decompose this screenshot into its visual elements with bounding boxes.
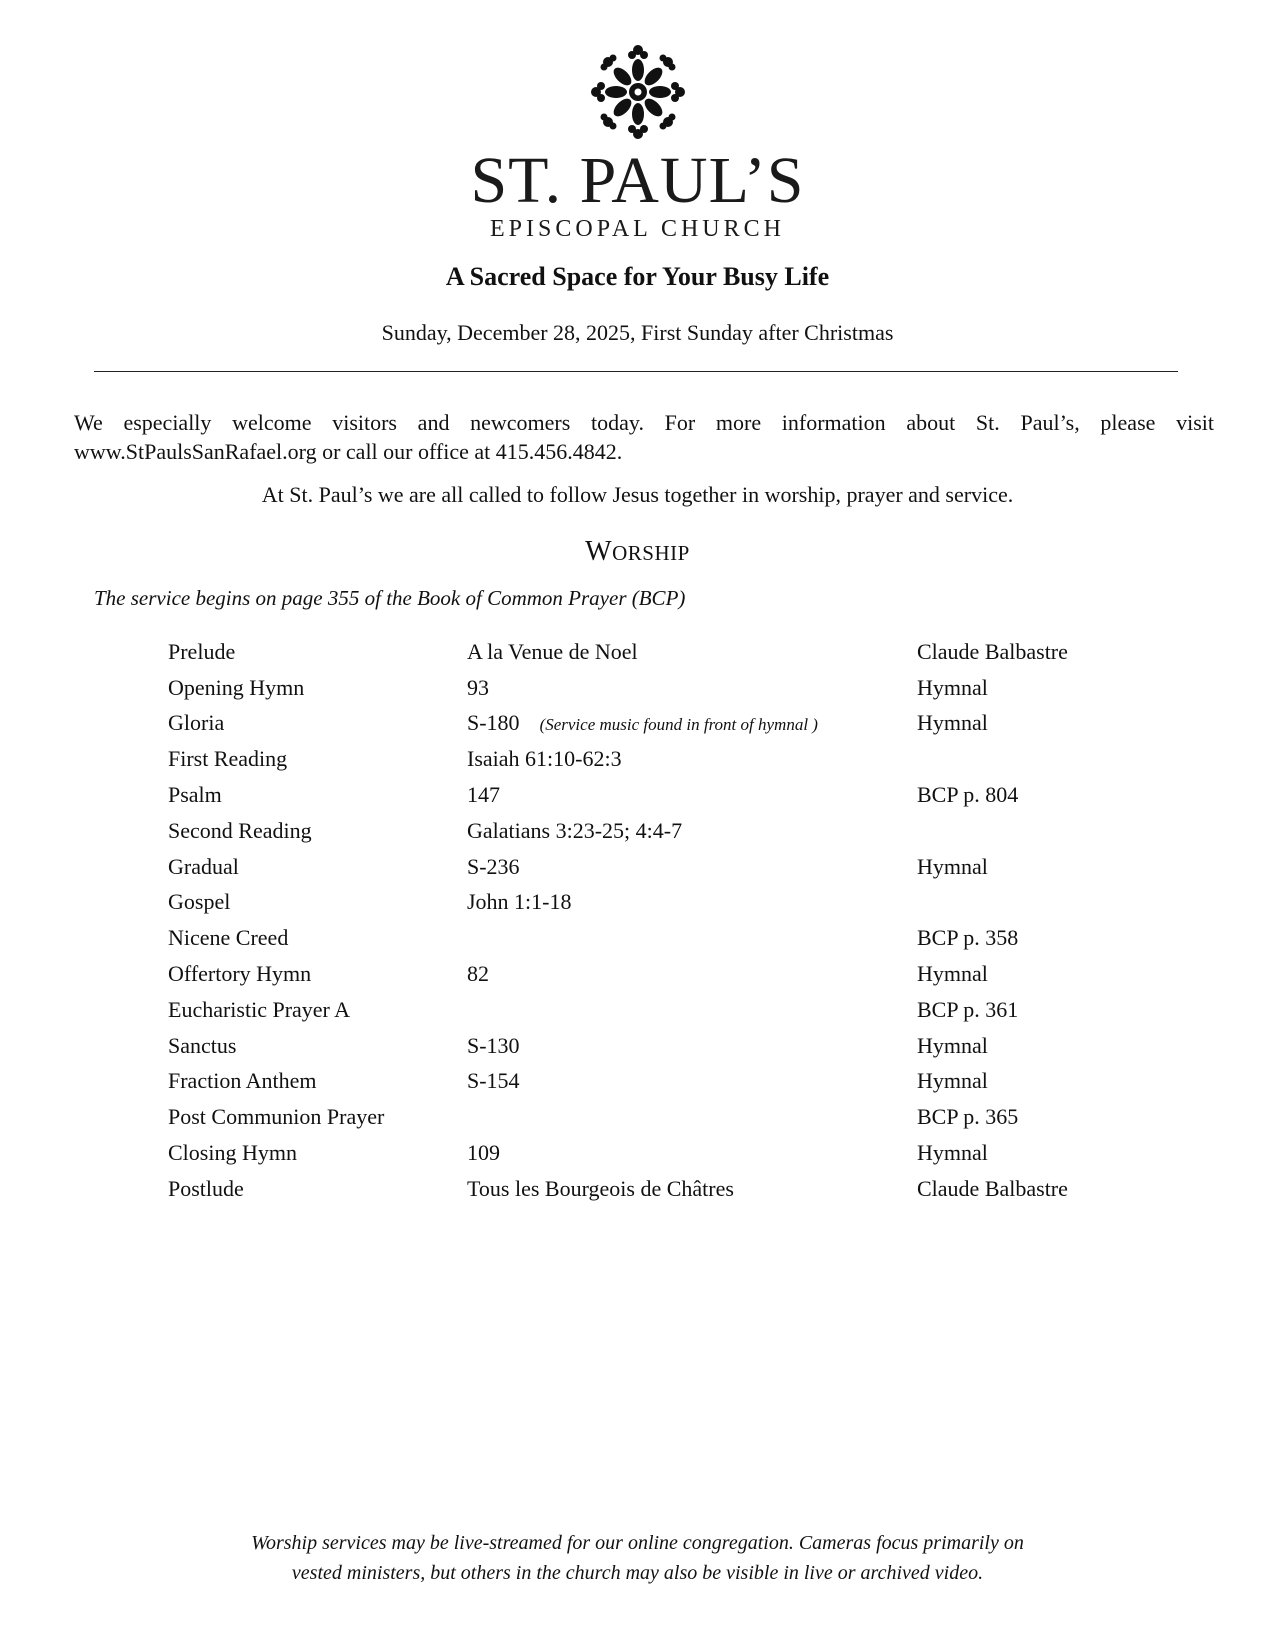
service-row <box>168 670 1188 706</box>
service-row <box>168 1135 1188 1171</box>
service-part: Prelude <box>168 638 236 664</box>
service-source: Claude Balbastre <box>917 638 1068 664</box>
org-name: ST. PAUL’S <box>470 144 805 217</box>
service-row <box>168 1171 1188 1207</box>
service-item-text: S-154 <box>467 1068 520 1094</box>
service-source: Hymnal <box>917 853 988 879</box>
service-item-text: S-130 <box>467 1032 520 1058</box>
welcome-line-2: www.StPaulsSanRafael.org or call our office at 415.456.4842. <box>74 439 623 464</box>
service-source: Hymnal <box>917 1032 988 1058</box>
service-item-text: S-236 <box>467 853 520 879</box>
service-item <box>467 1028 917 1064</box>
order-of-service <box>168 634 1188 1207</box>
service-item-text: 147 <box>467 782 500 808</box>
service-item-text: John 1:1-18 <box>467 889 572 915</box>
service-row <box>168 920 1188 956</box>
welcome-line-1: We especially welcome visitors and newcomers today. For more information about St. Paul’s, please visit <box>74 410 1214 435</box>
service-item <box>467 813 917 849</box>
service-item <box>467 849 917 885</box>
service-part: Sanctus <box>168 1032 237 1058</box>
logo <box>0 40 1275 144</box>
service-row <box>168 885 1188 921</box>
service-item-text: Galatians 3:23-25; 4:4-7 <box>467 817 683 843</box>
service-part: Gloria <box>168 710 225 736</box>
service-item <box>467 670 917 706</box>
service-row <box>168 956 1188 992</box>
service-source: Hymnal <box>917 961 988 987</box>
rose-window-icon <box>586 40 690 144</box>
service-part: Fraction Anthem <box>168 1068 317 1094</box>
worship-heading <box>0 536 1275 568</box>
service-row <box>168 813 1188 849</box>
service-item <box>467 1171 917 1207</box>
service-item <box>467 1064 917 1100</box>
service-item-note: (Service music found in front of hymnal ) <box>539 715 818 735</box>
service-part: Opening Hymn <box>168 674 305 700</box>
service-item <box>467 777 917 813</box>
service-part: Post Communion Prayer <box>168 1104 385 1130</box>
service-part: Psalm <box>168 782 222 808</box>
service-item <box>467 992 917 1028</box>
service-row <box>168 992 1188 1028</box>
divider-rule <box>94 371 1178 372</box>
service-part: Closing Hymn <box>168 1140 297 1166</box>
service-item <box>467 956 917 992</box>
service-part: Gradual <box>168 853 239 879</box>
service-part: Nicene Creed <box>168 925 289 951</box>
livestream-notice-line-2: vested ministers, but others in the church may also be visible in live or archived video. <box>291 1562 984 1584</box>
service-part: Offertory Hymn <box>168 961 312 987</box>
service-source: Hymnal <box>917 1140 988 1166</box>
service-row <box>168 777 1188 813</box>
service-part: Gospel <box>168 889 231 915</box>
tagline: A Sacred Space for Your Busy Life <box>445 262 830 291</box>
service-source: BCP p. 361 <box>917 996 1019 1022</box>
service-item <box>467 741 917 777</box>
service-row <box>168 849 1188 885</box>
livestream-notice-line-1: Worship services may be live-streamed for our online congregation. Cameras focus primarily on <box>251 1532 1024 1554</box>
service-item <box>467 920 917 956</box>
service-part: First Reading <box>168 746 288 772</box>
service-row <box>168 706 1188 742</box>
service-row <box>168 1028 1188 1064</box>
service-item <box>467 634 917 670</box>
service-row <box>168 634 1188 670</box>
service-source: Hymnal <box>917 1068 988 1094</box>
service-item-text: Tous les Bourgeois de Châtres <box>467 1175 734 1201</box>
service-part: Postlude <box>168 1175 244 1201</box>
service-item <box>467 1135 917 1171</box>
service-row <box>168 741 1188 777</box>
service-source: BCP p. 358 <box>917 925 1019 951</box>
livestream-notice <box>0 1528 1275 1588</box>
service-source: BCP p. 804 <box>917 782 1019 808</box>
mission-statement: At St. Paul’s we are all called to follow Jesus together in worship, prayer and service. <box>261 482 1014 507</box>
service-item-text: 93 <box>467 674 489 700</box>
service-source <box>917 885 1188 921</box>
service-item-text: 82 <box>467 961 489 987</box>
service-source <box>917 813 1188 849</box>
service-source: BCP p. 365 <box>917 1104 1019 1130</box>
service-item-text: S-180 <box>467 710 520 736</box>
service-date: Sunday, December 28, 2025, First Sunday after Christmas <box>381 320 894 345</box>
service-source: Hymnal <box>917 710 988 736</box>
service-source: Hymnal <box>917 674 988 700</box>
service-item-text: A la Venue de Noel <box>467 638 638 664</box>
service-source <box>917 741 1188 777</box>
service-item <box>467 706 917 742</box>
worship-heading-text: WORSHIP <box>585 536 690 567</box>
service-note: The service begins on page 355 of the Book of Common Prayer (BCP) <box>94 586 686 610</box>
org-subtitle: EPISCOPAL CHURCH <box>490 216 785 242</box>
service-item-text: 109 <box>467 1140 500 1166</box>
service-row <box>168 1064 1188 1100</box>
welcome-paragraph <box>74 408 1214 466</box>
service-part: Eucharistic Prayer A <box>168 996 351 1022</box>
service-part: Second Reading <box>168 817 312 843</box>
service-item-text: Isaiah 61:10-62:3 <box>467 746 622 772</box>
service-source: Claude Balbastre <box>917 1175 1068 1201</box>
service-item <box>467 1099 917 1135</box>
service-item <box>467 885 917 921</box>
service-row <box>168 1099 1188 1135</box>
